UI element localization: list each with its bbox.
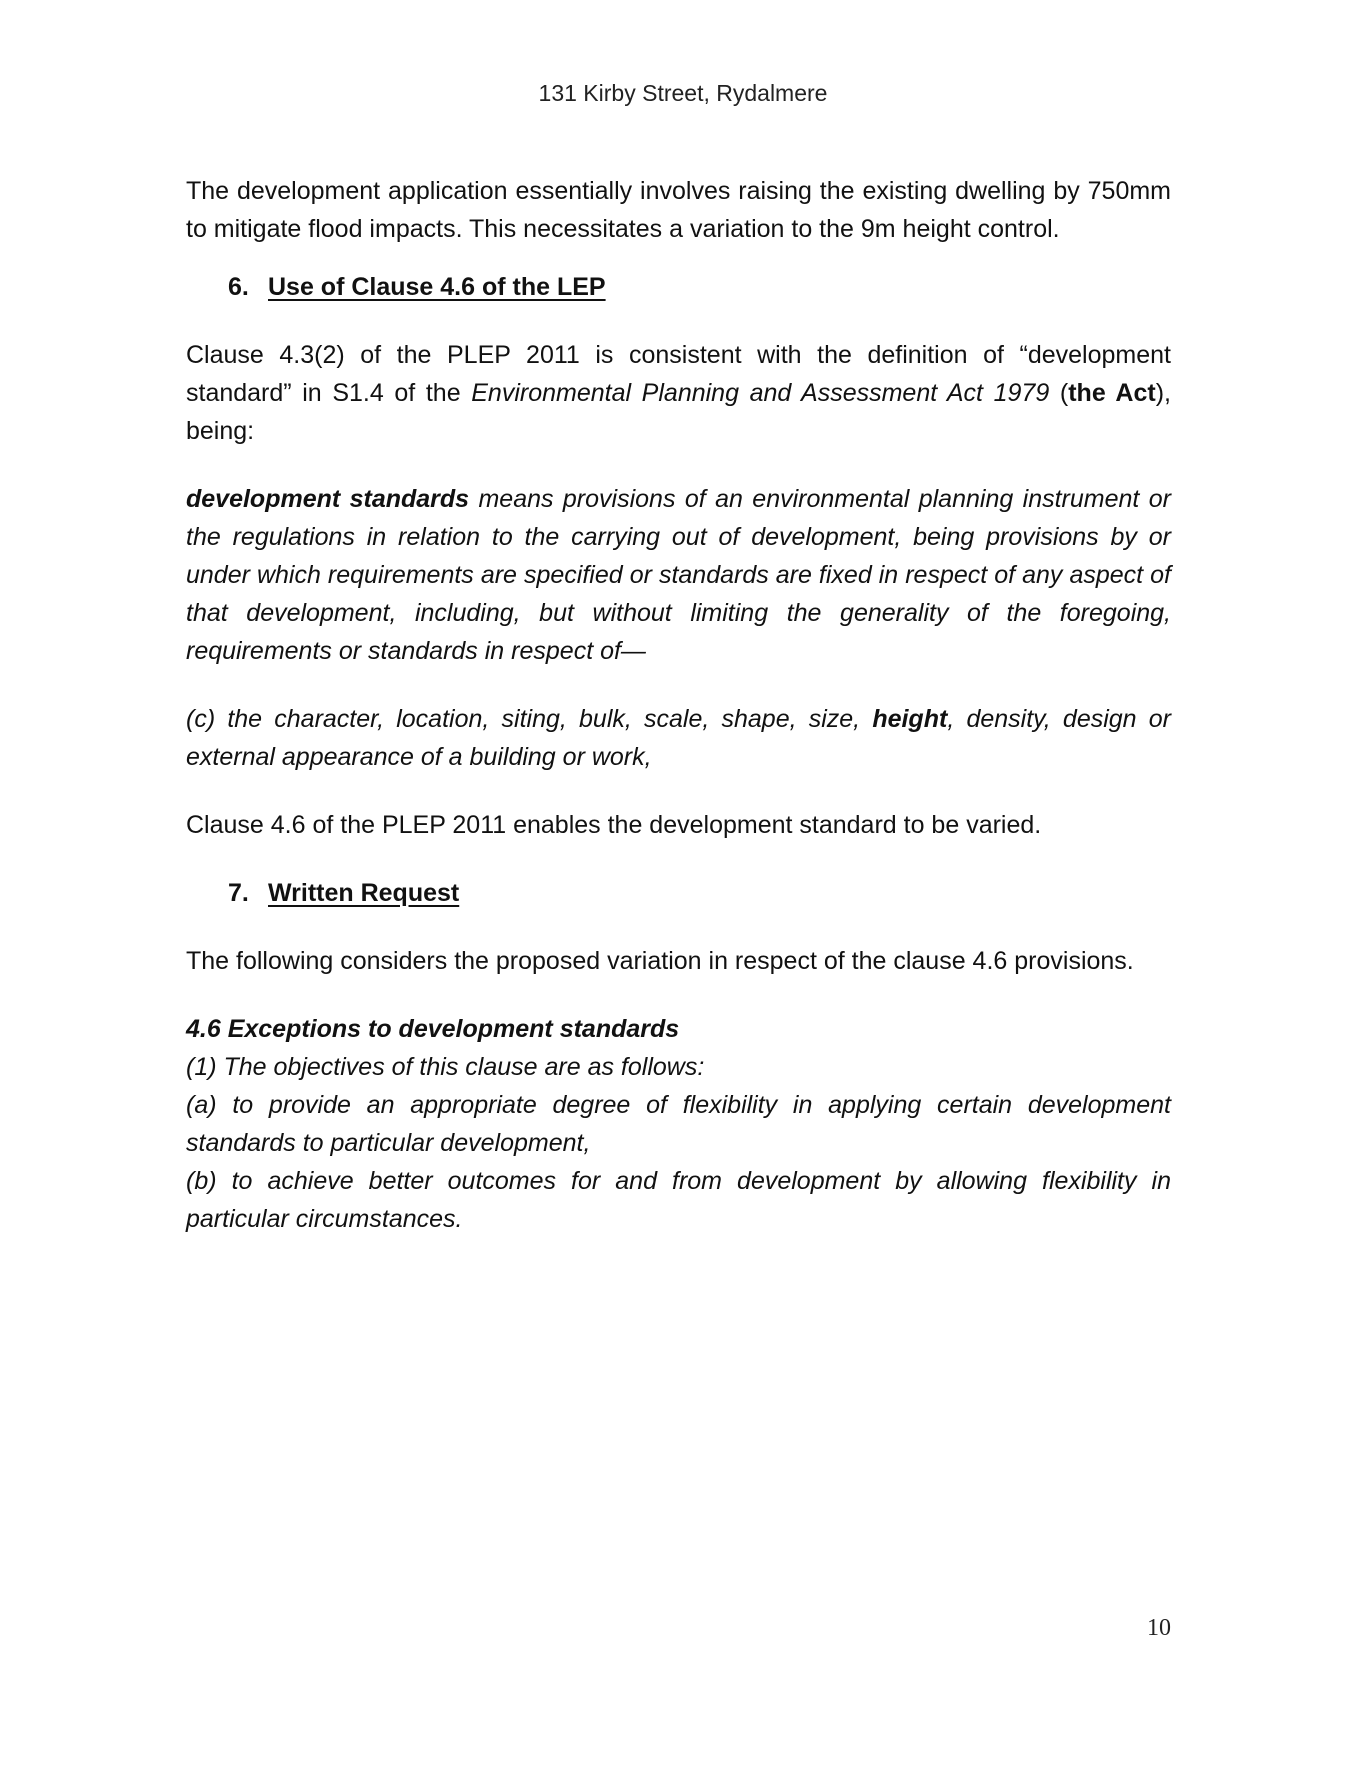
item-c-paragraph (186, 700, 1171, 776)
clause-paragraph (186, 336, 1171, 450)
objective-b: (b) to achieve better outcomes for and from development by allowing flexibility in particular circumstances. (186, 1167, 1171, 1233)
variation-paragraph: The following considers the proposed variation in respect of the clause 4.6 provisions. (186, 947, 1134, 975)
section-7-heading (186, 874, 1171, 912)
objective-a: (a) to provide an appropriate degree of flexibility in applying certain development standards to particular development, (186, 1091, 1171, 1157)
item-c-height: height (872, 705, 948, 733)
page-header: 131 Kirby Street, Rydalmere (538, 80, 828, 106)
definition-paragraph (186, 480, 1171, 670)
objectives-intro: (1) The objectives of this clause are as follows: (186, 1053, 705, 1081)
section-7-number: 7. (228, 879, 249, 907)
definition-text: means provisions of an environmental planning instrument or the regulations in relation to the carrying out of development, being provisions by or under which requirements are specified or standards are fixed in respect of any aspect of that development, including, but without limiting the generality of the foregoing, requirements or standards in respect of— (186, 485, 1171, 665)
section-6-number: 6. (228, 273, 249, 301)
intro-paragraph: The development application essentially involves raising the existing dwelling by 750mm to mitigate flood impacts. This necessitates a variation to the 9m height control. (186, 177, 1171, 243)
section-6-heading (186, 268, 1171, 306)
item-c-text-c: , density, design or external appearance of a building or work, (186, 705, 1171, 771)
item-c-text-a: (c) the character, location, siting, bulk, scale, shape, size, (186, 705, 873, 733)
act-abbrev: the Act (1068, 379, 1156, 407)
clause-text-a: Clause 4.3(2) of the PLEP 2011 is consistent with the definition of “development standard” in S1.4 of the (186, 341, 1171, 407)
section-6-title: Use of Clause 4.6 of the LEP (268, 273, 606, 301)
section-7-title: Written Request (268, 879, 460, 907)
page-content (186, 172, 1171, 1238)
clause-text-e: ), being: (186, 379, 1171, 445)
act-name: Environmental Planning and Assessment Act 1979 (471, 379, 1050, 407)
page-number: 10 (1147, 1615, 1171, 1641)
clause-46-paragraph: Clause 4.6 of the PLEP 2011 enables the development standard to be varied. (186, 811, 1042, 839)
definition-term: development standards (186, 485, 470, 513)
clause-46-heading: 4.6 Exceptions to development standards (186, 1015, 680, 1043)
clause-text-c: ( (1049, 379, 1069, 407)
